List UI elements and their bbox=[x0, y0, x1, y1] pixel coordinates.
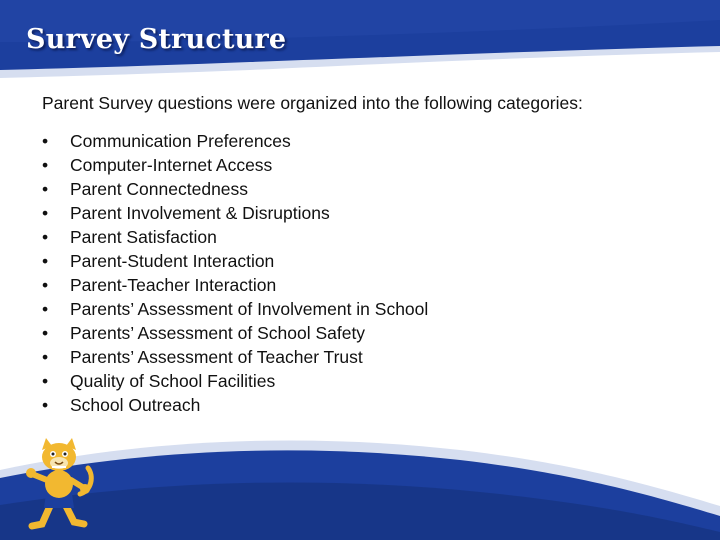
bullet-icon: • bbox=[42, 395, 49, 415]
bullet-icon: • bbox=[42, 203, 49, 223]
list-item bbox=[42, 153, 428, 177]
category-label: School Outreach bbox=[70, 395, 201, 415]
category-label: Parents’ Assessment of Teacher Trust bbox=[70, 347, 363, 367]
category-label: Parent Satisfaction bbox=[70, 227, 217, 247]
category-label: Quality of School Facilities bbox=[70, 371, 276, 391]
category-label: Parent-Teacher Interaction bbox=[70, 275, 277, 295]
category-label: Parent Connectedness bbox=[70, 179, 249, 199]
list-item bbox=[42, 249, 428, 273]
bullet-icon: • bbox=[42, 299, 49, 319]
list-item bbox=[42, 369, 428, 393]
bullet-icon: • bbox=[42, 251, 49, 271]
category-label: Parent Involvement & Disruptions bbox=[70, 203, 330, 223]
list-item bbox=[42, 273, 428, 297]
list-item bbox=[42, 177, 428, 201]
footer-band bbox=[0, 410, 720, 540]
category-label: Parent-Student Interaction bbox=[70, 251, 275, 271]
intro-text: Parent Survey questions were organized into the following categories: bbox=[42, 93, 583, 113]
category-list bbox=[42, 129, 428, 417]
category-label: Communication Preferences bbox=[70, 131, 291, 151]
list-item bbox=[42, 297, 428, 321]
bullet-icon: • bbox=[42, 179, 49, 199]
list-item bbox=[42, 321, 428, 345]
category-label: Parents’ Assessment of School Safety bbox=[70, 323, 366, 343]
list-item bbox=[42, 129, 428, 153]
bullet-icon: • bbox=[42, 371, 49, 391]
list-item bbox=[42, 345, 428, 369]
bullet-icon: • bbox=[42, 227, 49, 247]
wildcat-mascot-icon bbox=[22, 432, 96, 532]
bullet-icon: • bbox=[42, 275, 49, 295]
category-label: Parents’ Assessment of Involvement in School bbox=[70, 299, 429, 319]
category-label: Computer-Internet Access bbox=[70, 155, 273, 175]
list-item bbox=[42, 225, 428, 249]
bullet-icon: • bbox=[42, 323, 49, 343]
bullet-icon: • bbox=[42, 155, 49, 175]
slide-title: Survey Structure bbox=[26, 24, 287, 56]
bullet-icon: • bbox=[42, 347, 49, 367]
bullet-icon: • bbox=[42, 131, 49, 151]
list-item bbox=[42, 201, 428, 225]
